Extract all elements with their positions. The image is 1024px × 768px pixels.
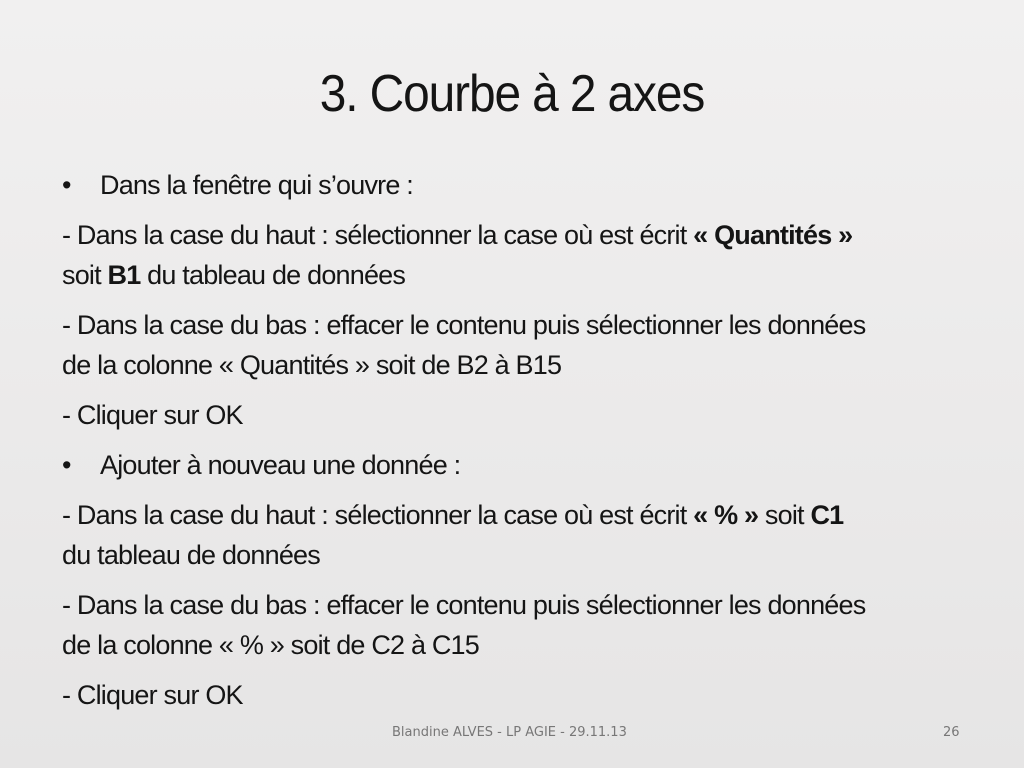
bullet-item-add-data — [62, 445, 967, 485]
step-text: du tableau de données — [140, 260, 406, 290]
step-line: - Dans la case du bas : effacer le contenu puis sélectionner les données — [62, 590, 866, 620]
bullet-text: Dans la fenêtre qui s’ouvre : — [100, 170, 413, 200]
bullet-icon: • — [62, 450, 71, 480]
step-select-percent-range — [62, 585, 967, 665]
step-text: - Dans la case du haut : sélectionner la case où est écrit — [62, 220, 694, 250]
step-text: soit — [62, 260, 108, 290]
step-click-ok: - Cliquer sur OK — [62, 680, 243, 710]
step-click-ok: - Cliquer sur OK — [62, 400, 243, 430]
slide-title: 3. Courbe à 2 axes — [319, 65, 705, 123]
step-line — [62, 215, 967, 255]
slide-footer: Blandine ALVES - LP AGIE - 29.11.13 — [392, 725, 627, 740]
percent-label: « % » — [693, 500, 759, 530]
step-line — [62, 255, 967, 295]
quantities-label: « Quantités » — [693, 220, 853, 250]
step-text: soit — [758, 500, 811, 530]
paragraph-spacer — [62, 665, 967, 675]
bullet-item-window-opens — [62, 165, 967, 205]
step-select-quantities-range — [62, 305, 967, 385]
bullet-icon: • — [62, 170, 71, 200]
step-line: - Dans la case du bas : effacer le contenu puis sélectionner les données — [62, 310, 866, 340]
paragraph-spacer — [62, 435, 967, 445]
paragraph-spacer — [62, 295, 967, 305]
step-line: de la colonne « Quantités » soit de B2 à B15 — [62, 350, 562, 380]
step-select-percent-header — [62, 495, 967, 575]
paragraph-spacer — [62, 575, 967, 585]
step-select-quantities-header — [62, 215, 967, 295]
paragraph-spacer — [62, 205, 967, 215]
paragraph-spacer — [62, 385, 967, 395]
step-line — [62, 495, 967, 535]
slide-number: 26 — [943, 725, 960, 740]
step-line: de la colonne « % » soit de C2 à C15 — [62, 630, 479, 660]
bullet-text: Ajouter à nouveau une donnée : — [100, 450, 461, 480]
paragraph-spacer — [62, 485, 967, 495]
cell-reference: C1 — [810, 500, 844, 530]
step-line: du tableau de données — [62, 540, 320, 570]
cell-reference: B1 — [107, 260, 141, 290]
step-text: - Dans la case du haut : sélectionner la case où est écrit — [62, 500, 694, 530]
slide-content — [62, 165, 967, 715]
